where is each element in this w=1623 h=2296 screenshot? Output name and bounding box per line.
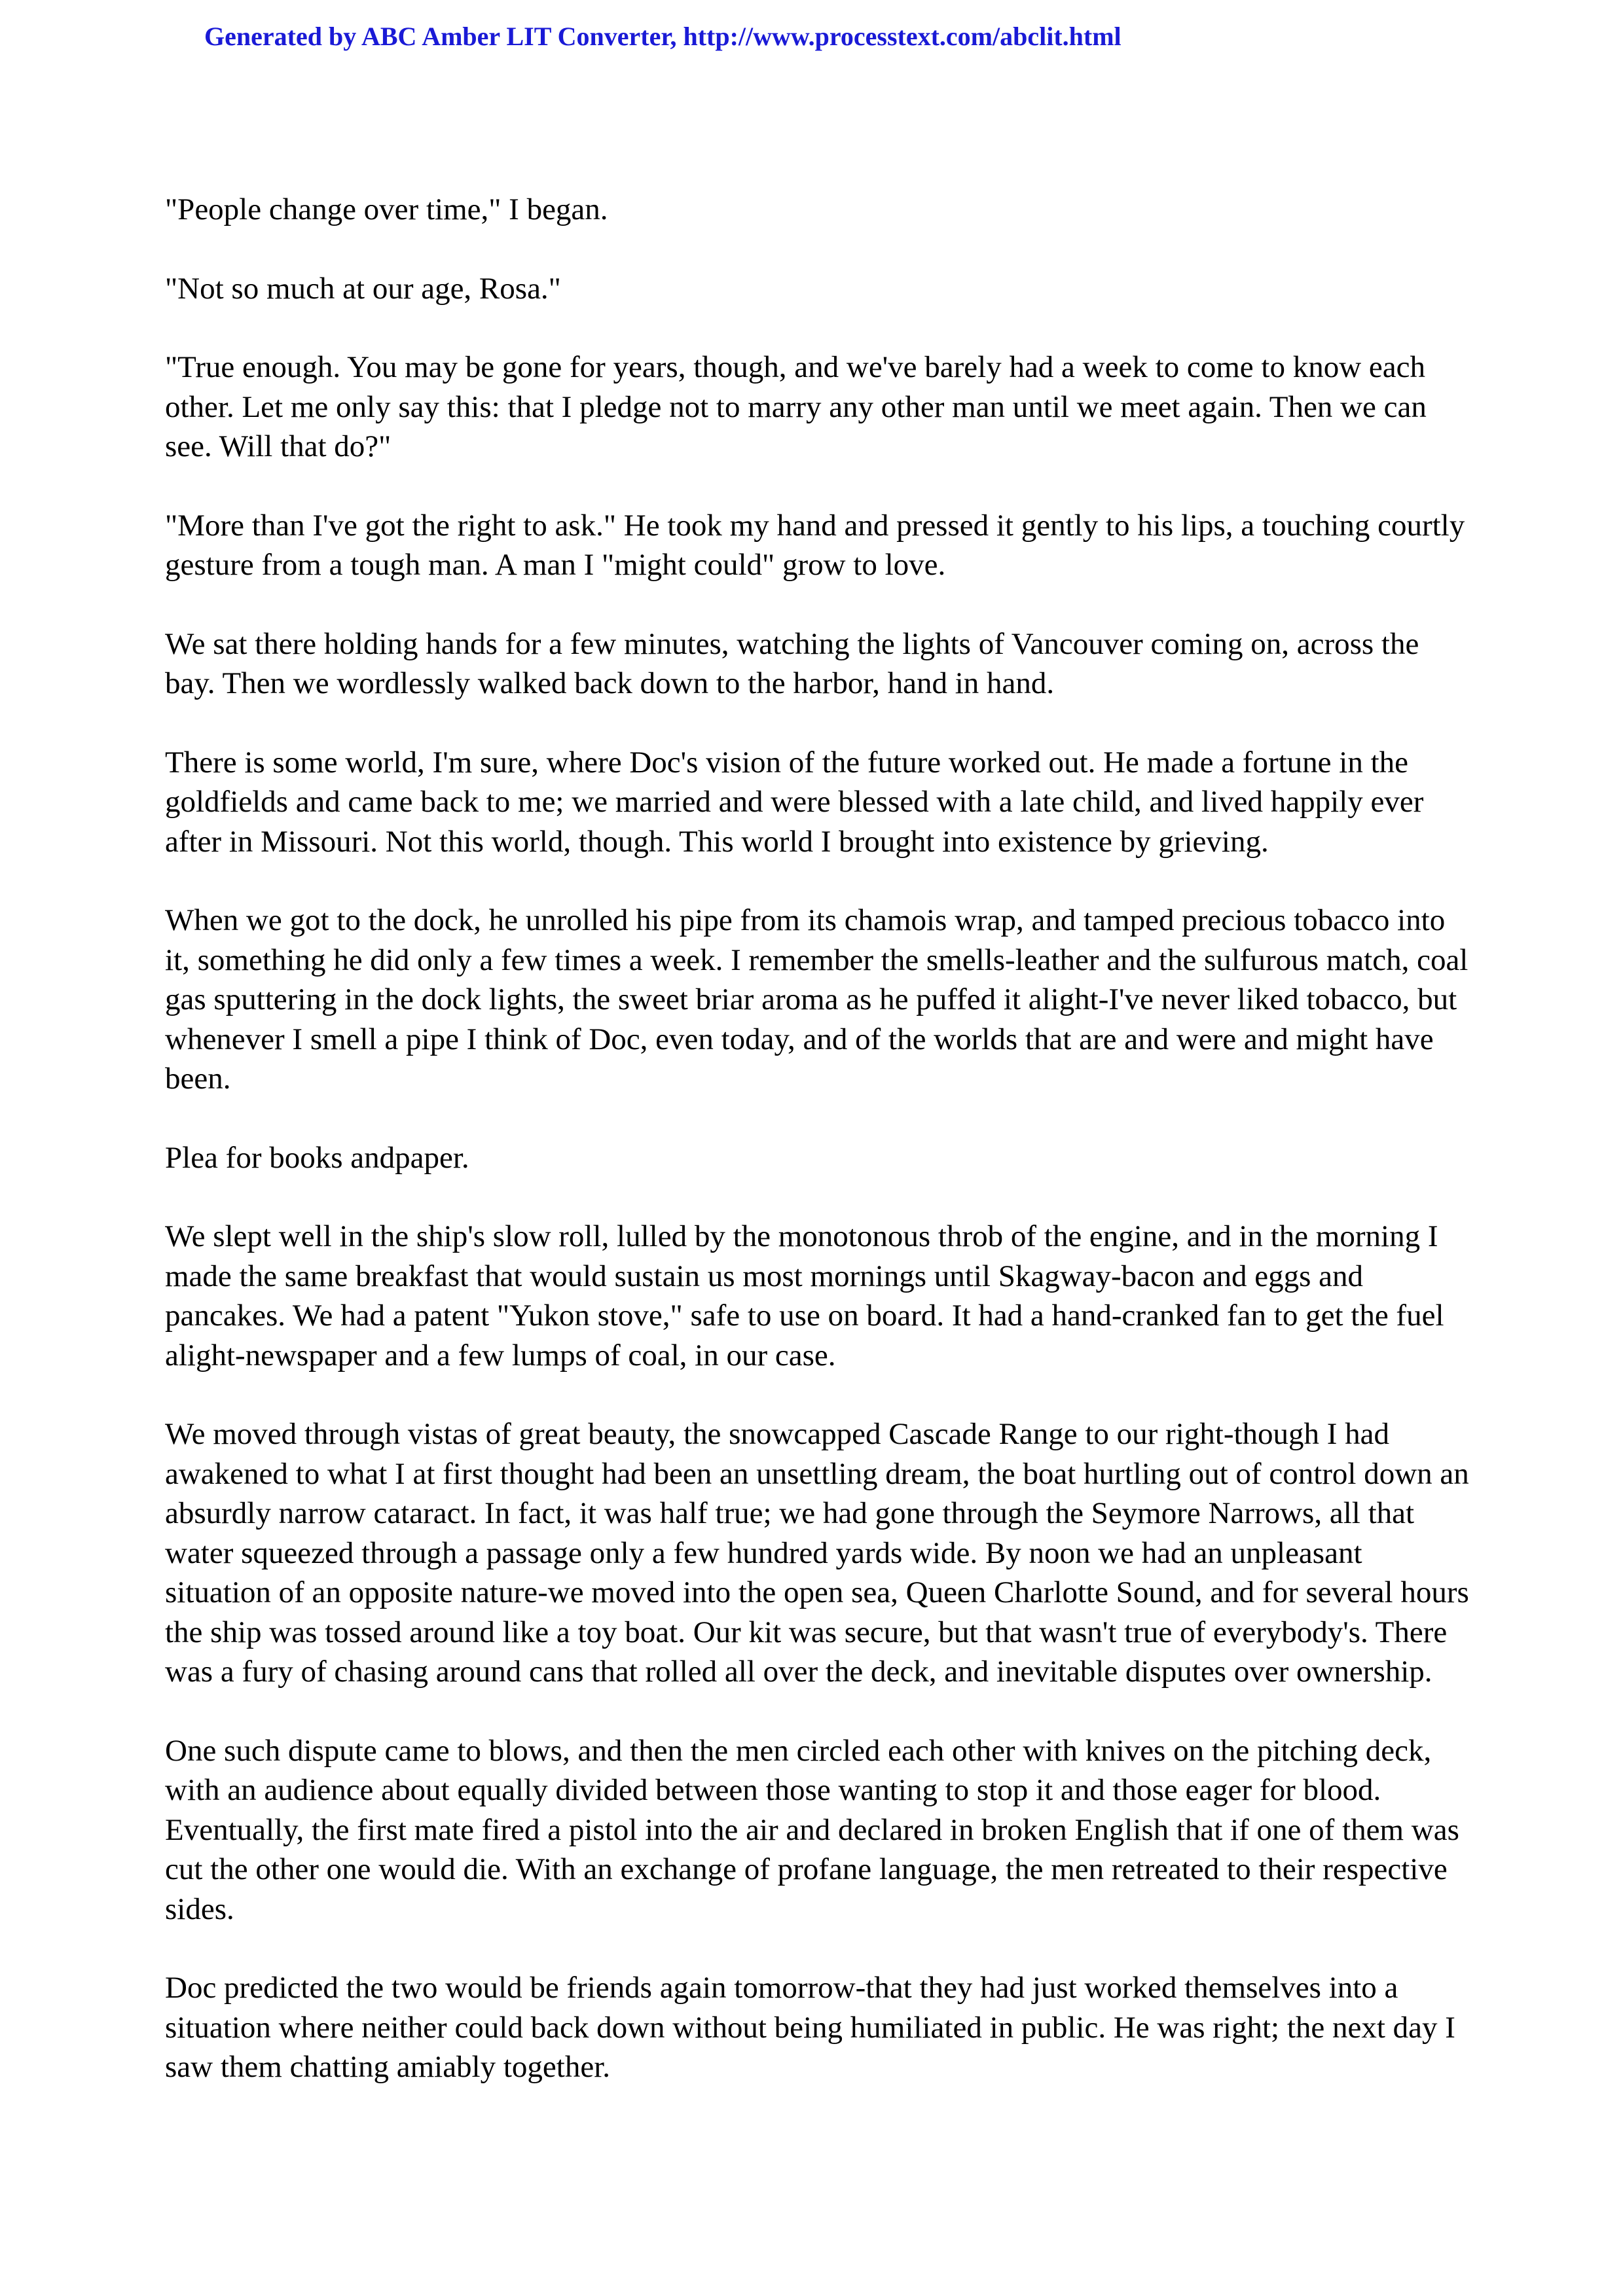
paragraph: "Not so much at our age, Rosa." [165, 271, 561, 306]
paragraph: One such dispute came to blows, and then the men circled each other with knives on the pitching deck, with an audience about equally divided between those wanting to stop it and those eager for blood. Eventually, the first mate fired a pistol into the air and declared in broken English that if one of them was cut the other one would die. With an exchange of profane language, the men retreated to their respective sides. [165, 1733, 1459, 1926]
converter-header-link[interactable]: Generated by ABC Amber LIT Converter, http://www.processtext.com/abclit.html [204, 22, 1122, 51]
converter-header [204, 18, 1122, 55]
paragraph: We slept well in the ship's slow roll, lulled by the monotonous throb of the engine, and in the morning I made the same breakfast that would sustain us most mornings until Skagway-bacon and eggs and pancakes. We had a patent "Yukon stove," safe to use on board. It had a hand-cranked fan to get the fuel alight-newspaper and a few lumps of coal, in our case. [165, 1219, 1444, 1372]
paragraph: There is some world, I'm sure, where Doc's vision of the future worked out. He made a fortune in the goldfields and came back to me; we married and were blessed with a late child, and lived happily ever after in Missouri. Not this world, though. This world I brought into existence by grieving. [165, 745, 1424, 859]
paragraph: "People change over time," I began. [165, 192, 608, 226]
paragraph: When we got to the dock, he unrolled his pipe from its chamois wrap, and tamped precious tobacco into it, something he did only a few times a week. I remember the smells-leather and the sulfurous match, coal gas sputtering in the dock lights, the sweet briar aroma as he puffed it alight-I've never liked tobacco, but whenever I smell a pipe I think of Doc, even today, and of the worlds that are and were and might have been. [165, 903, 1468, 1096]
paragraph: We sat there holding hands for a few minutes, watching the lights of Vancouver coming on, across the bay. Then we wordlessly walked back down to the harbor, hand in hand. [165, 626, 1419, 700]
paragraph: Plea for books andpaper. [165, 1140, 469, 1175]
paragraph: Doc predicted the two would be friends again tomorrow-that they had just worked themselves into a situation where neither could back down without being humiliated in public. He was right; the next day I saw them chatting amiably together. [165, 1971, 1455, 2084]
paragraph: We moved through vistas of great beauty, the snowcapped Cascade Range to our right-though I had awakened to what I at first thought had been an unsettling dream, the boat hurtling out of control down an absurdly narrow cataract. In fact, it was half true; we had gone through the Seymore Narrows, all that water squeezed through a passage only a few hundred yards wide. By noon we had an unpleasant situation of an opposite nature-we moved into the open sea, Queen Charlotte Sound, and for several hours the ship was tossed around like a toy boat. Our kit was secure, but that wasn't true of everybody's. There was a fury of chasing around cans that rolled all over the deck, and inevitable disputes over ownership. [165, 1417, 1469, 1689]
paragraph: "True enough. You may be gone for years, though, and we've barely had a week to come to know each other. Let me only say this: that I pledge not to marry any other man until we meet again. Then we can see. Will that do?" [165, 350, 1427, 463]
document-body [165, 190, 1474, 2126]
paragraph: "More than I've got the right to ask." He took my hand and pressed it gently to his lips, a touching courtly gesture from a tough man. A man I "might could" grow to love. [165, 508, 1465, 582]
